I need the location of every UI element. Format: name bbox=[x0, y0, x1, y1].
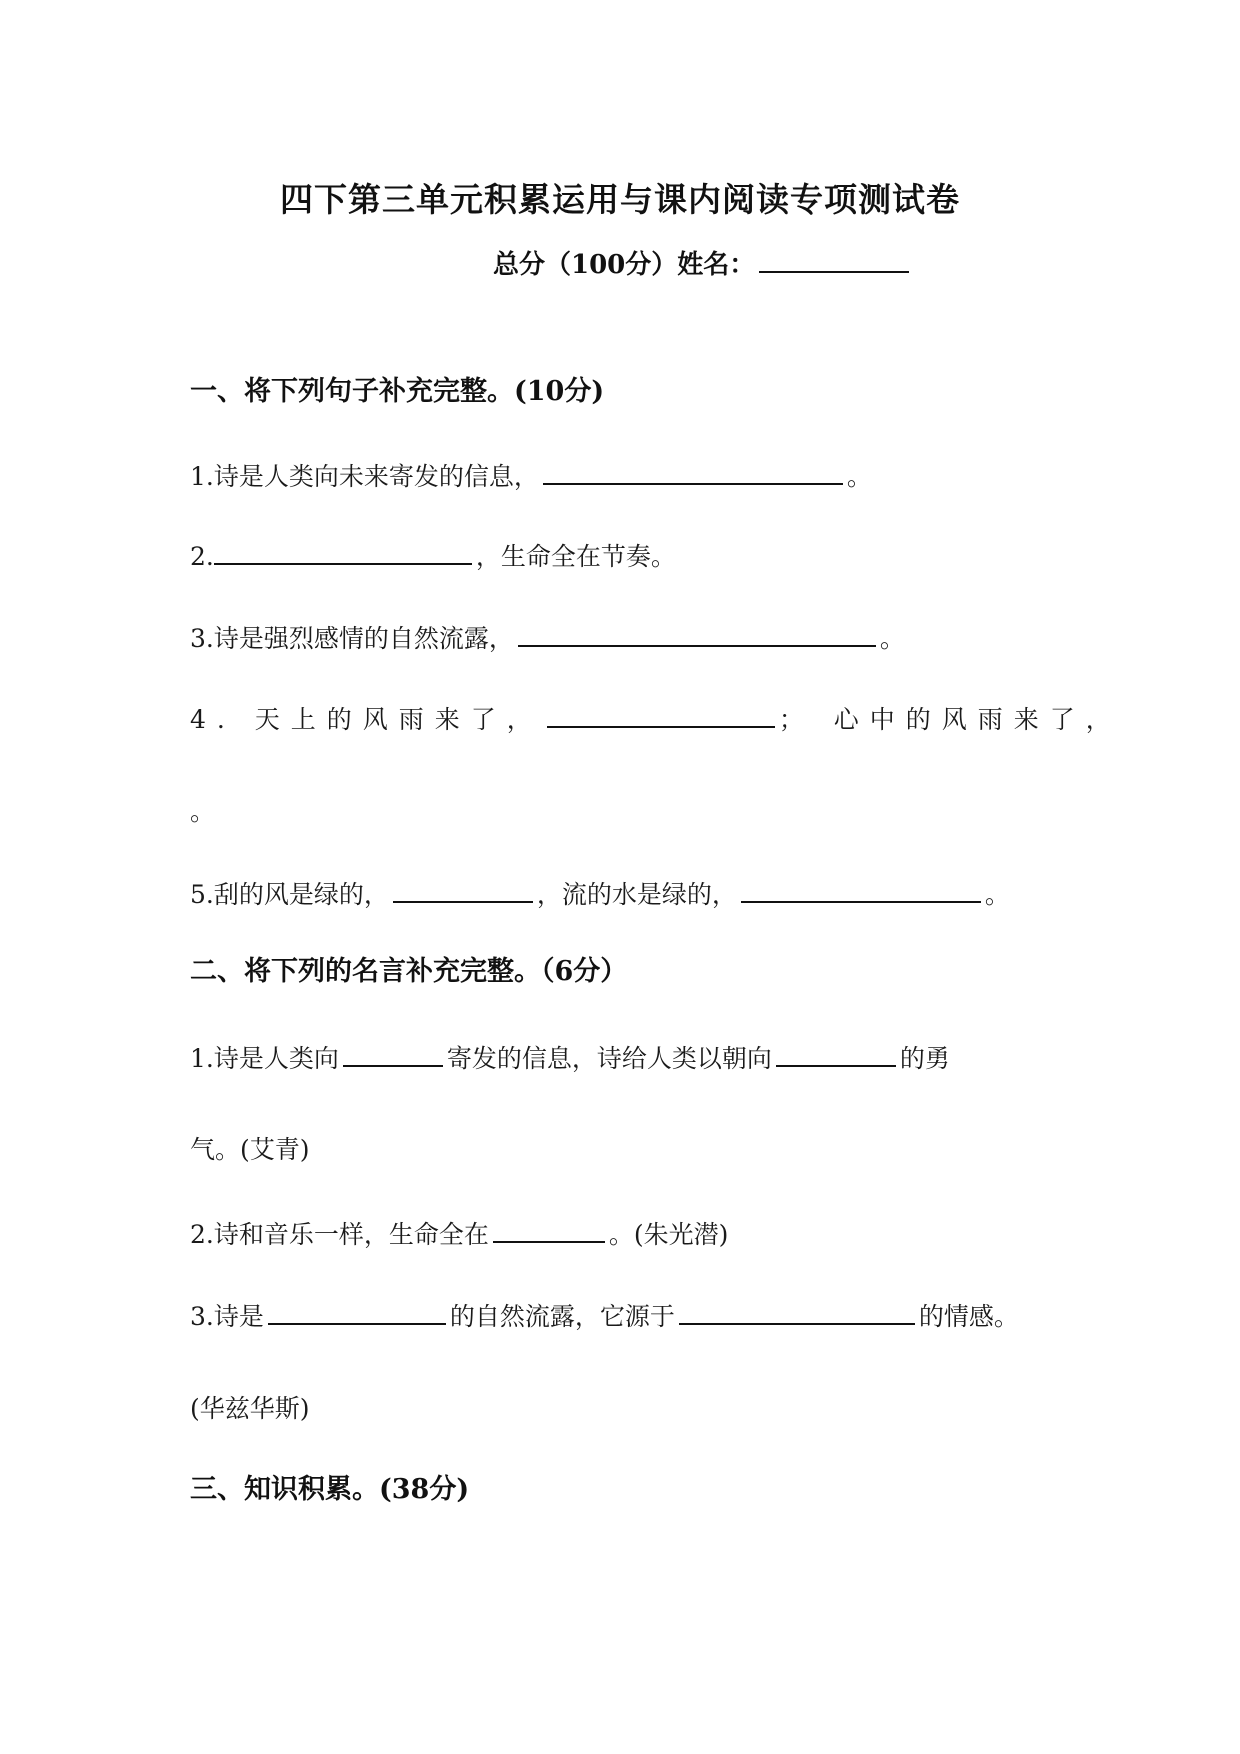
s2-item-1-tail: 气。(艾青) bbox=[190, 1135, 310, 1164]
s1-item-3-end: 。 bbox=[879, 624, 905, 653]
score-name-line bbox=[493, 243, 913, 283]
s1-item-4-tail: 。 bbox=[190, 797, 216, 826]
s1-item-3-blank[interactable] bbox=[518, 617, 876, 647]
s2-item-1-blank-1[interactable] bbox=[343, 1037, 443, 1067]
section-1-heading: 一、将下列句子补充完整。(10分) bbox=[190, 376, 605, 407]
s2-item-3-blank-1[interactable] bbox=[268, 1295, 446, 1325]
s1-item-2-end: ，生命全在节奏。 bbox=[475, 542, 676, 571]
s2-item-2-blank[interactable] bbox=[493, 1213, 605, 1243]
s1-item-5-middle: ，流的水是绿的， bbox=[536, 880, 737, 909]
s1-item-4-middle: ； 心中的风雨来了， bbox=[778, 705, 1122, 734]
s1-item-4-blank-1[interactable] bbox=[547, 698, 775, 728]
s1-item-2-blank[interactable] bbox=[214, 535, 472, 565]
s2-item-1-end: 的勇 bbox=[899, 1044, 950, 1073]
s1-item-2-text: 2. bbox=[190, 542, 214, 571]
s1-item-1-end: 。 bbox=[846, 462, 872, 491]
s1-item-3 bbox=[190, 617, 905, 656]
s2-item-3 bbox=[190, 1295, 1019, 1334]
s2-item-2-end: 。(朱光潜) bbox=[608, 1220, 729, 1249]
s2-item-3-end: 的情感。 bbox=[918, 1302, 1019, 1331]
s1-item-1-text: 1.诗是人类向未来寄发的信息， bbox=[190, 462, 539, 491]
s2-item-3-text: 3.诗是 bbox=[190, 1302, 264, 1331]
s1-item-1-blank[interactable] bbox=[543, 455, 843, 485]
s1-item-5-end: 。 bbox=[984, 880, 1010, 909]
s1-item-5-blank-2[interactable] bbox=[741, 873, 981, 903]
s2-item-2-text: 2.诗和音乐一样，生命全在 bbox=[190, 1220, 489, 1249]
s2-item-3-blank-2[interactable] bbox=[679, 1295, 915, 1325]
section-2-heading: 二、将下列的名言补充完整。（6分） bbox=[190, 956, 628, 987]
s2-item-1-middle: 寄发的信息，诗给人类以朝向 bbox=[446, 1044, 772, 1073]
s1-item-5 bbox=[190, 873, 1010, 912]
s2-item-3-middle: 的自然流露，它源于 bbox=[449, 1302, 675, 1331]
s1-item-5-text: 5.刮的风是绿的， bbox=[190, 880, 389, 909]
s1-item-4-text: 4. 天上的风雨来了， bbox=[190, 705, 543, 734]
s2-item-3-tail: (华兹华斯) bbox=[190, 1394, 310, 1423]
section-3-heading: 三、知识积累。(38分) bbox=[190, 1474, 470, 1505]
s2-item-1-text: 1.诗是人类向 bbox=[190, 1044, 339, 1073]
s2-item-2 bbox=[190, 1213, 728, 1252]
s2-item-1 bbox=[190, 1037, 950, 1076]
s1-item-1 bbox=[190, 455, 872, 494]
score-name-label: 总分（100分）姓名： bbox=[493, 250, 756, 280]
s1-item-2 bbox=[190, 535, 676, 574]
s1-item-3-text: 3.诗是强烈感情的自然流露， bbox=[190, 624, 514, 653]
name-blank[interactable] bbox=[759, 243, 909, 273]
s1-item-5-blank-1[interactable] bbox=[393, 873, 533, 903]
s1-item-4 bbox=[190, 698, 1122, 737]
s2-item-1-blank-2[interactable] bbox=[776, 1037, 896, 1067]
page-title: 四下第三单元积累运用与课内阅读专项测试卷 bbox=[280, 180, 960, 219]
